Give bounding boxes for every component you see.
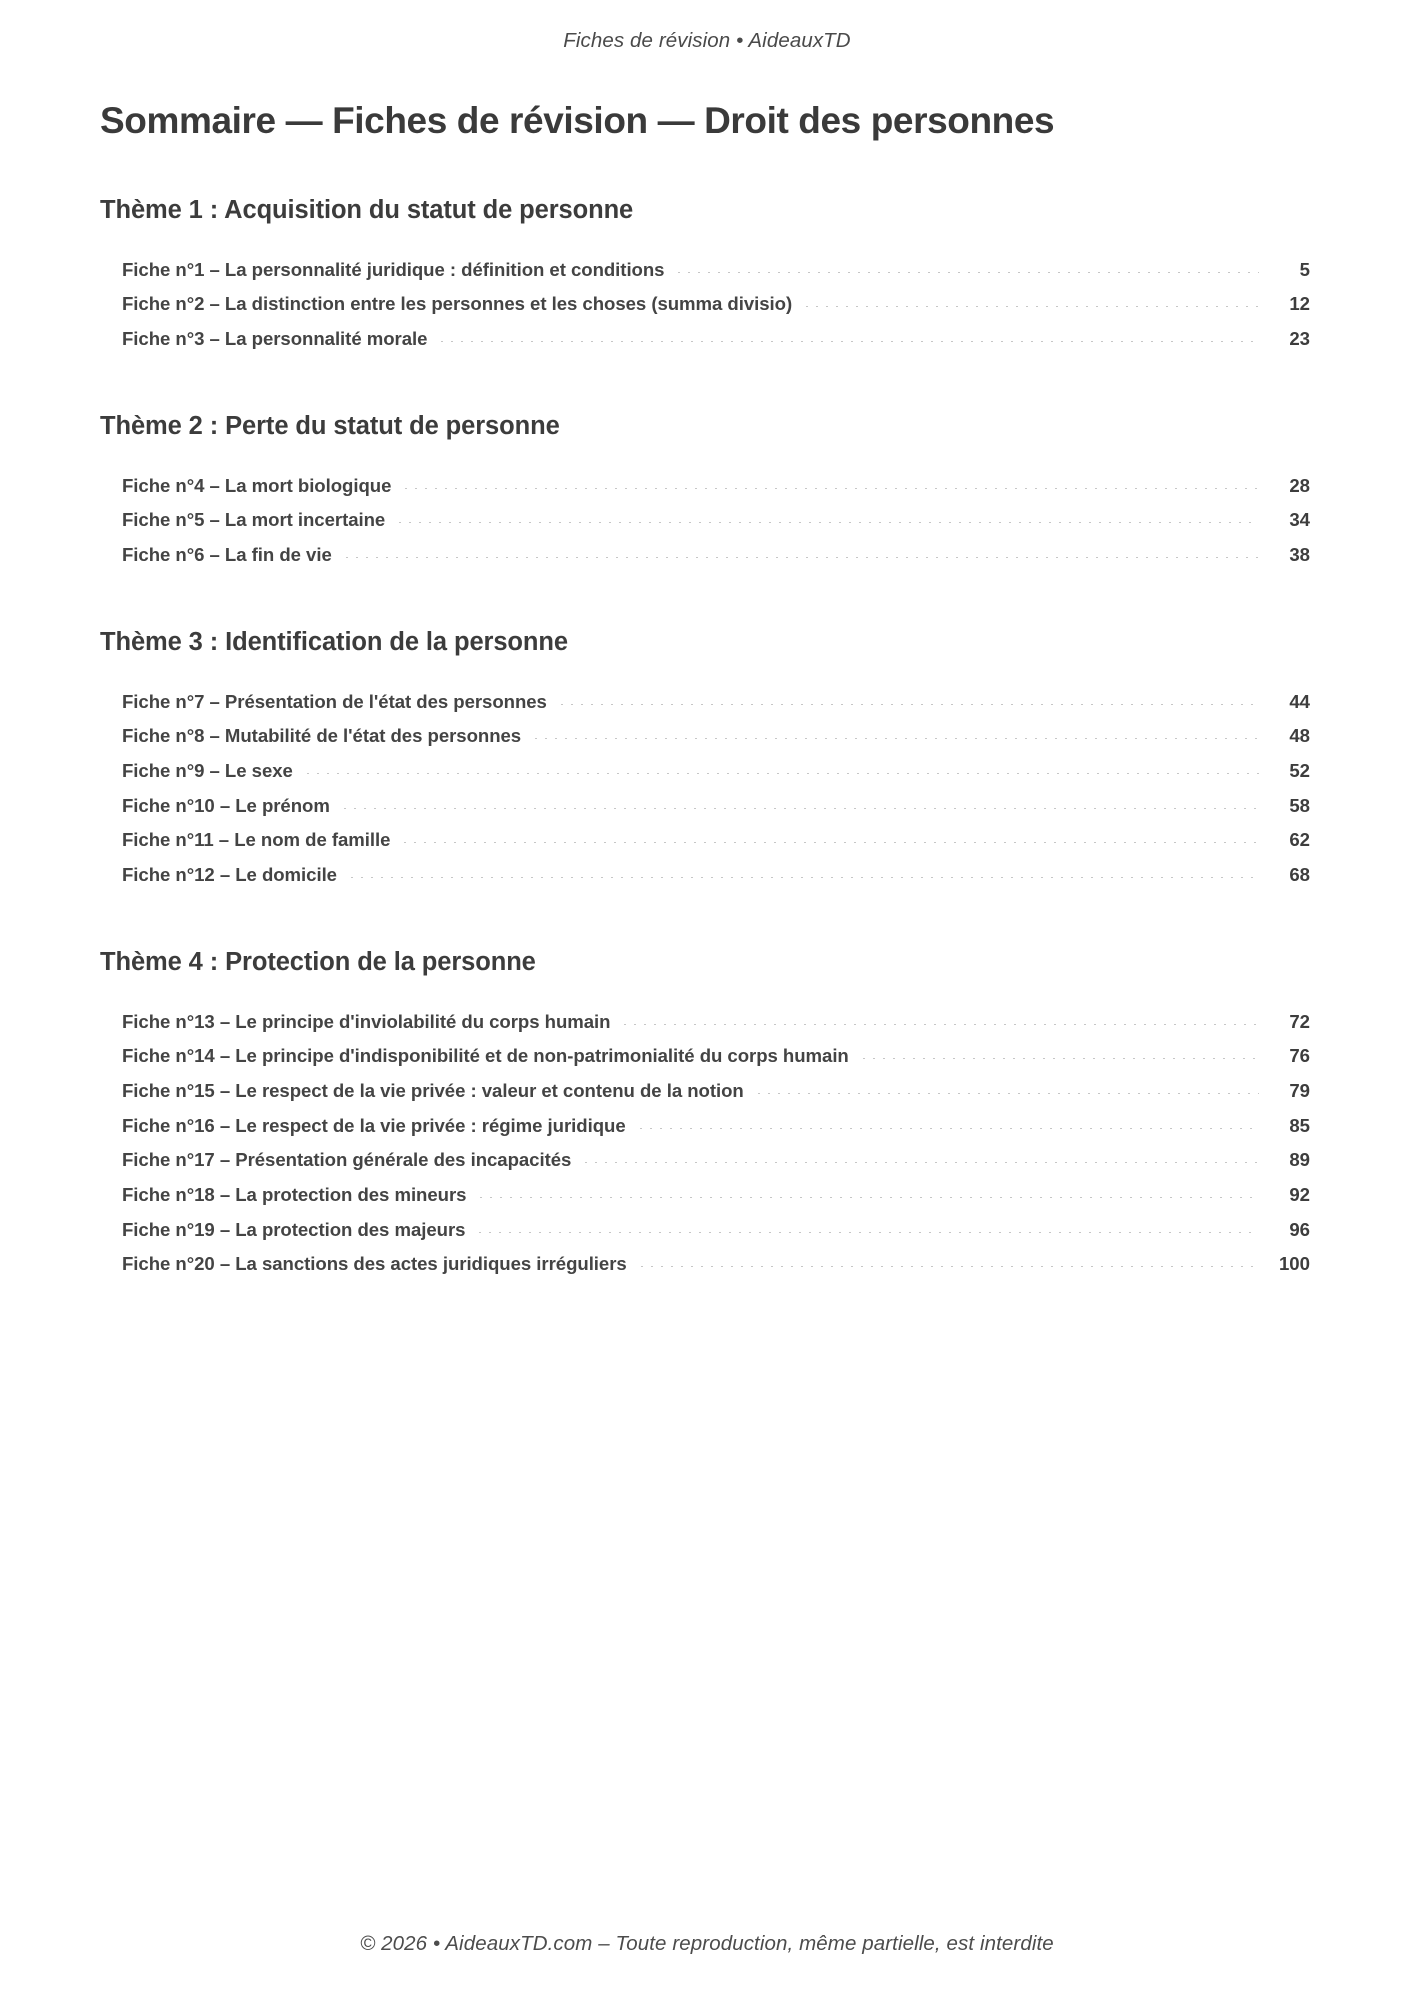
- toc-entry-label: Fiche n°10 – Le prénom: [122, 794, 330, 816]
- theme-block: [100, 627, 1314, 893]
- toc-leader-dots: [754, 1093, 1259, 1094]
- toc-entry-page-number: 12: [1289, 293, 1310, 315]
- toc-entry[interactable]: [122, 789, 1310, 824]
- toc-leader-dots: [476, 1197, 1259, 1198]
- toc-entry[interactable]: [122, 287, 1310, 322]
- toc-list: [100, 469, 1314, 573]
- toc-leader-dots: [340, 808, 1259, 809]
- toc-entry-label: Fiche n°9 – Le sexe: [122, 760, 293, 782]
- toc-entry-label: Fiche n°14 – Le principe d'indisponibilité et de non-patrimonialité du corps humain: [122, 1045, 849, 1067]
- toc-entry-page-number: 68: [1289, 864, 1310, 886]
- toc-entry-page-number: 52: [1289, 760, 1310, 782]
- toc-leader-dots: [859, 1058, 1259, 1059]
- toc-entry-page-number: 44: [1289, 690, 1310, 712]
- toc-entry-label: Fiche n°6 – La fin de vie: [122, 544, 332, 566]
- toc-entry-label: Fiche n°5 – La mort incertaine: [122, 509, 386, 531]
- toc-entry-page-number: 79: [1289, 1080, 1310, 1102]
- toc-entry-page-number: 96: [1289, 1218, 1310, 1240]
- toc-entry-page-number: 85: [1289, 1114, 1310, 1136]
- toc-entry-label: Fiche n°1 – La personnalité juridique : définition et conditions: [122, 258, 665, 280]
- toc-entry[interactable]: [122, 469, 1310, 504]
- toc-leader-dots: [400, 842, 1259, 843]
- toc-leader-dots: [557, 704, 1259, 705]
- toc-entry[interactable]: [122, 719, 1310, 754]
- toc-entry[interactable]: [122, 858, 1310, 893]
- page-title: Sommaire — Fiches de révision — Droit des personnes: [100, 99, 1055, 141]
- toc-entry-label: Fiche n°12 – Le domicile: [122, 864, 337, 886]
- toc-entry-page-number: 76: [1289, 1045, 1310, 1067]
- toc-entry-page-number: 23: [1289, 328, 1310, 350]
- toc-entry[interactable]: [122, 322, 1310, 357]
- toc-entry-page-number: 28: [1289, 474, 1310, 496]
- toc-leader-dots: [637, 1266, 1259, 1267]
- theme-heading: Thème 1 : Acquisition du statut de personne: [100, 195, 634, 224]
- toc-leader-dots: [636, 1128, 1259, 1129]
- toc-entry-label: Fiche n°7 – Présentation de l'état des personnes: [122, 690, 547, 712]
- theme-block: [100, 195, 1314, 357]
- toc-leader-dots: [581, 1162, 1259, 1163]
- toc-list: [100, 684, 1314, 892]
- toc-leader-dots: [347, 877, 1259, 878]
- toc-entry[interactable]: [122, 1004, 1310, 1039]
- toc-entry-page-number: 92: [1289, 1184, 1310, 1206]
- toc-entry-label: Fiche n°13 – Le principe d'inviolabilité du corps humain: [122, 1010, 611, 1032]
- toc-leader-dots: [395, 522, 1259, 523]
- toc-entry-label: Fiche n°20 – La sanctions des actes juridiques irréguliers: [122, 1253, 627, 1275]
- toc-entry-label: Fiche n°2 – La distinction entre les personnes et les choses (summa divisio): [122, 293, 793, 315]
- toc-leader-dots: [475, 1232, 1259, 1233]
- toc-entry[interactable]: [122, 1109, 1310, 1144]
- toc-entry[interactable]: [122, 684, 1310, 719]
- toc-entry-page-number: 58: [1289, 794, 1310, 816]
- theme-block: [100, 947, 1314, 1282]
- toc-entry[interactable]: [122, 503, 1310, 538]
- theme-block: [100, 411, 1314, 573]
- toc-entry-label: Fiche n°8 – Mutabilité de l'état des personnes: [122, 725, 522, 747]
- footer-copyright: © 2026 • AideauxTD.com – Toute reproduction, même partielle, est interdite: [360, 1932, 1054, 1955]
- toc-entry-label: Fiche n°11 – Le nom de famille: [122, 829, 391, 851]
- toc-entry[interactable]: [122, 1143, 1310, 1178]
- toc-entry-page-number: 48: [1289, 725, 1310, 747]
- toc-entry-label: Fiche n°18 – La protection des mineurs: [122, 1184, 467, 1206]
- toc-entry[interactable]: [122, 1039, 1310, 1074]
- toc-entry-page-number: 38: [1289, 544, 1310, 566]
- toc-entry-page-number: 62: [1289, 829, 1310, 851]
- toc-leader-dots: [802, 306, 1259, 307]
- toc-entry-page-number: 89: [1289, 1149, 1310, 1171]
- theme-heading: Thème 3 : Identification de la personne: [100, 627, 568, 656]
- toc-entry[interactable]: [122, 1074, 1310, 1109]
- toc-leader-dots: [303, 773, 1259, 774]
- toc-entry[interactable]: [122, 1213, 1310, 1248]
- theme-heading: Thème 4 : Protection de la personne: [100, 947, 536, 976]
- toc-entry[interactable]: [122, 538, 1310, 573]
- toc-entry-page-number: 34: [1289, 509, 1310, 531]
- toc-entry[interactable]: [122, 1178, 1310, 1213]
- running-header: Fiches de révision • AideauxTD: [563, 29, 851, 52]
- toc-leader-dots: [674, 272, 1259, 273]
- toc-entry-page-number: 72: [1289, 1010, 1310, 1032]
- toc-entry[interactable]: [122, 253, 1310, 288]
- toc-leader-dots: [531, 738, 1259, 739]
- toc-leader-dots: [342, 557, 1259, 558]
- theme-heading: Thème 2 : Perte du statut de personne: [100, 411, 560, 440]
- toc-entry-label: Fiche n°19 – La protection des majeurs: [122, 1218, 466, 1240]
- toc-entry-label: Fiche n°16 – Le respect de la vie privée : régime juridique: [122, 1114, 626, 1136]
- toc-list: [100, 253, 1314, 357]
- toc-leader-dots: [437, 341, 1259, 342]
- toc-leader-dots: [620, 1024, 1259, 1025]
- toc-entry-page-number: 100: [1278, 1253, 1310, 1275]
- toc-entry-label: Fiche n°4 – La mort biologique: [122, 474, 392, 496]
- toc-entry-page-number: 5: [1299, 258, 1310, 280]
- toc-entry-label: Fiche n°15 – Le respect de la vie privée : valeur et contenu de la notion: [122, 1080, 744, 1102]
- table-of-contents: [100, 195, 1314, 1282]
- toc-entry[interactable]: [122, 754, 1310, 789]
- toc-entry[interactable]: [122, 823, 1310, 858]
- toc-entry-label: Fiche n°3 – La personnalité morale: [122, 328, 428, 350]
- toc-entry-label: Fiche n°17 – Présentation générale des incapacités: [122, 1149, 572, 1171]
- toc-list: [100, 1004, 1314, 1282]
- toc-leader-dots: [401, 488, 1259, 489]
- toc-entry[interactable]: [122, 1247, 1310, 1282]
